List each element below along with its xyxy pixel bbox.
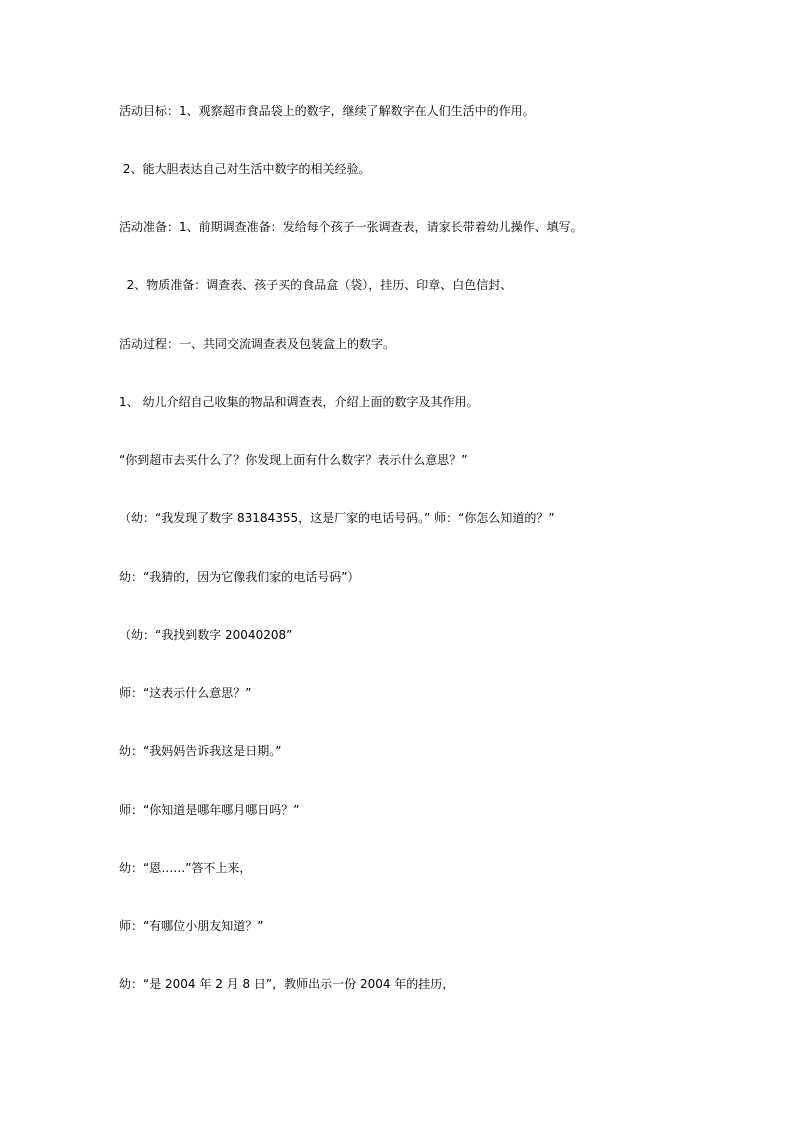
- paragraph-activity-goal-2: 2、能大胆表达自己对生活中数字的相关经验。: [119, 162, 371, 176]
- paragraph-preparation-2: 2、物质准备：调查表、孩子买的食品盒（袋），挂历、印章、白色信封、: [119, 278, 513, 292]
- paragraph-dialogue-7: 幼：“恩……”答不上来，: [119, 861, 252, 875]
- paragraph-dialogue-4: 师：“这表示什么意思？”: [119, 686, 252, 700]
- paragraph-process-step-1: 1、 幼儿介绍自己收集的物品和调查表，介绍上面的数字及其作用。: [119, 395, 479, 409]
- paragraph-activity-goal-1: 活动目标：1、观察超市食品袋上的数字，继续了解数字在人们生活中的作用。: [119, 104, 535, 118]
- paragraph-question: “你到超市去买什么了？你发现上面有什么数字？表示什么意思？”: [119, 453, 468, 467]
- paragraph-dialogue-2: 幼：“我猜的，因为它像我们家的电话号码”）: [119, 570, 360, 584]
- paragraph-dialogue-9: 幼：“是 2004 年 2 月 8 日”，教师出示一份 2004 年的挂历，: [119, 977, 455, 991]
- paragraph-process-1: 活动过程：一、共同交流调查表及包装盒上的数字。: [119, 337, 396, 351]
- paragraph-dialogue-8: 师：“有哪位小朋友知道？”: [119, 919, 264, 933]
- paragraph-dialogue-1: （幼：“我发现了数字 83184355，这是厂家的电话号码。” 师：“你怎么知道的？”: [119, 511, 555, 525]
- paragraph-dialogue-5: 幼：“我妈妈告诉我这是日期。”: [119, 744, 282, 758]
- paragraph-dialogue-3: （幼：“我找到数字 20040208”: [119, 628, 293, 642]
- paragraph-preparation-1: 活动准备：1、前期调查准备：发给每个孩子一张调查表，请家长带着幼儿操作、填写。: [119, 220, 583, 234]
- paragraph-dialogue-6: 师：“你知道是哪年哪月哪日吗？”: [119, 803, 300, 817]
